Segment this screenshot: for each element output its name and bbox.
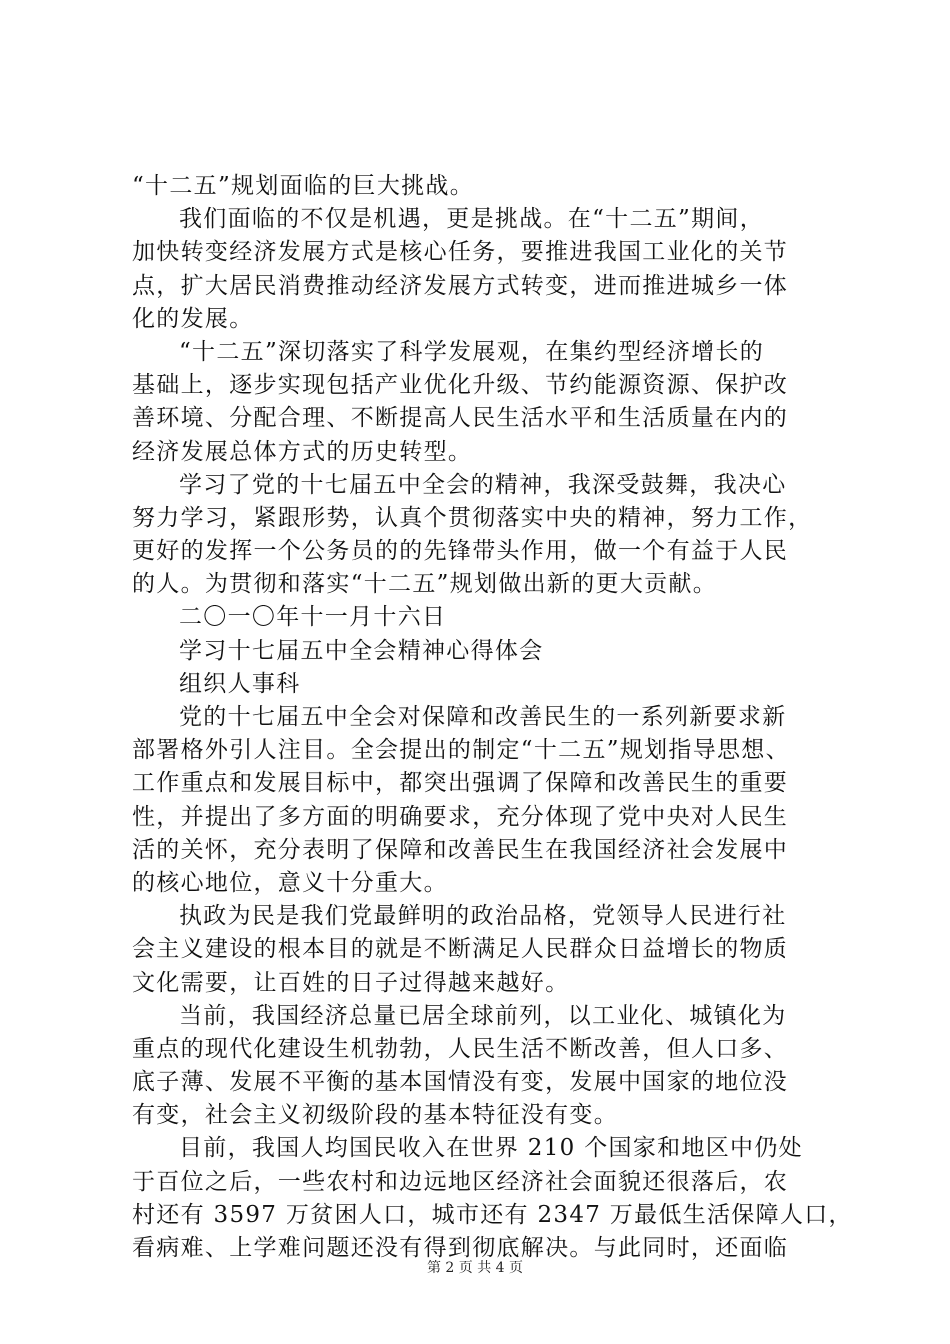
text-line-6: “十二五”深切落实了科学发展观，在集约型经济增长的 (179, 338, 765, 365)
article-title: 学习十七届五中全会精神心得体会 (179, 637, 544, 664)
text-line-32: 村还有 3597 万贫困人口，城市还有 2347 万最低生活保障人口， (132, 1201, 853, 1228)
text-line-3: 加快转变经济发展方式是核心任务，要推进我国工业化的关节 (132, 239, 789, 266)
text-line-12: 更好的发挥一个公务员的的先锋带头作用，做一个有益于人民 (132, 538, 789, 565)
text-line-29: 有变，社会主义初级阶段的基本特征没有变。 (132, 1102, 618, 1129)
text-line-26: 当前，我国经济总量已居全球前列，以工业化、城镇化为 (179, 1002, 787, 1029)
text-line-18: 部署格外引人注目。全会提出的制定“十二五”规划指导思想、 (132, 737, 790, 764)
text-line-28: 底子薄、发展不平衡的基本国情没有变，发展中国家的地位没 (132, 1069, 789, 1096)
text-line-31: 于百位之后，一些农村和边远地区经济社会面貌还很落后，农 (132, 1168, 789, 1195)
text-line-21: 活的关怀，充分表明了保障和改善民生在我国经济社会发展中 (132, 836, 789, 863)
text-line-19: 工作重点和发展目标中，都突出强调了保障和改善民生的重要 (132, 770, 789, 797)
text-line-1: “十二五”规划面临的巨大挑战。 (132, 173, 475, 199)
document-body (132, 170, 853, 1265)
text-line-17: 党的十七届五中全会对保障和改善民生的一系列新要求新 (179, 704, 787, 730)
text-line-8: 善环境、分配合理、不断提高人民生活水平和生活质量在内的 (132, 405, 789, 432)
page-number-footer: 第 2 页 共 4 页 (426, 1260, 524, 1276)
text-line-4: 点，扩大居民消费推动经济发展方式转变，进而推进城乡一体 (132, 272, 789, 299)
text-line-30: 目前，我国人均国民收入在世界 210 个国家和地区中仍处 (179, 1135, 803, 1162)
text-line-9: 经济发展总体方式的历史转型。 (132, 438, 473, 465)
text-line-24: 会主义建设的根本目的就是不断满足人民群众日益增长的物质 (132, 936, 789, 963)
text-line-5: 化的发展。 (132, 305, 254, 332)
text-line-25: 文化需要，让百姓的日子过得越来越好。 (132, 969, 570, 996)
text-line-27: 重点的现代化建设生机勃勃，人民生活不断改善，但人口多、 (132, 1035, 789, 1062)
text-line-7: 基础上，逐步实现包括产业优化升级、节约能源资源、保护改 (132, 372, 789, 399)
text-line-13: 的人。为贯彻和落实“十二五”规划做出新的更大贡献。 (132, 571, 718, 598)
text-line-11: 努力学习，紧跟形势，认真个贯彻落实中央的精神，努力工作， (132, 504, 813, 531)
text-line-2: 我们面临的不仅是机遇，更是挑战。在“十二五”期间， (179, 206, 765, 233)
text-line-10: 学习了党的十七届五中全会的精神，我深受鼓舞，我决心 (179, 471, 787, 498)
article-author: 组织人事科 (179, 670, 301, 697)
text-line-22: 的核心地位，意义十分重大。 (132, 869, 448, 896)
date-line: 二〇一〇年十一月十六日 (179, 604, 447, 631)
text-line-23: 执政为民是我们党最鲜明的政治品格，党领导人民进行社 (179, 903, 787, 930)
text-line-33: 看病难、上学难问题还没有得到彻底解决。与此同时，还面临 (132, 1235, 789, 1261)
text-line-20: 性，并提出了多方面的明确要求，充分体现了党中央对人民生 (132, 803, 789, 830)
